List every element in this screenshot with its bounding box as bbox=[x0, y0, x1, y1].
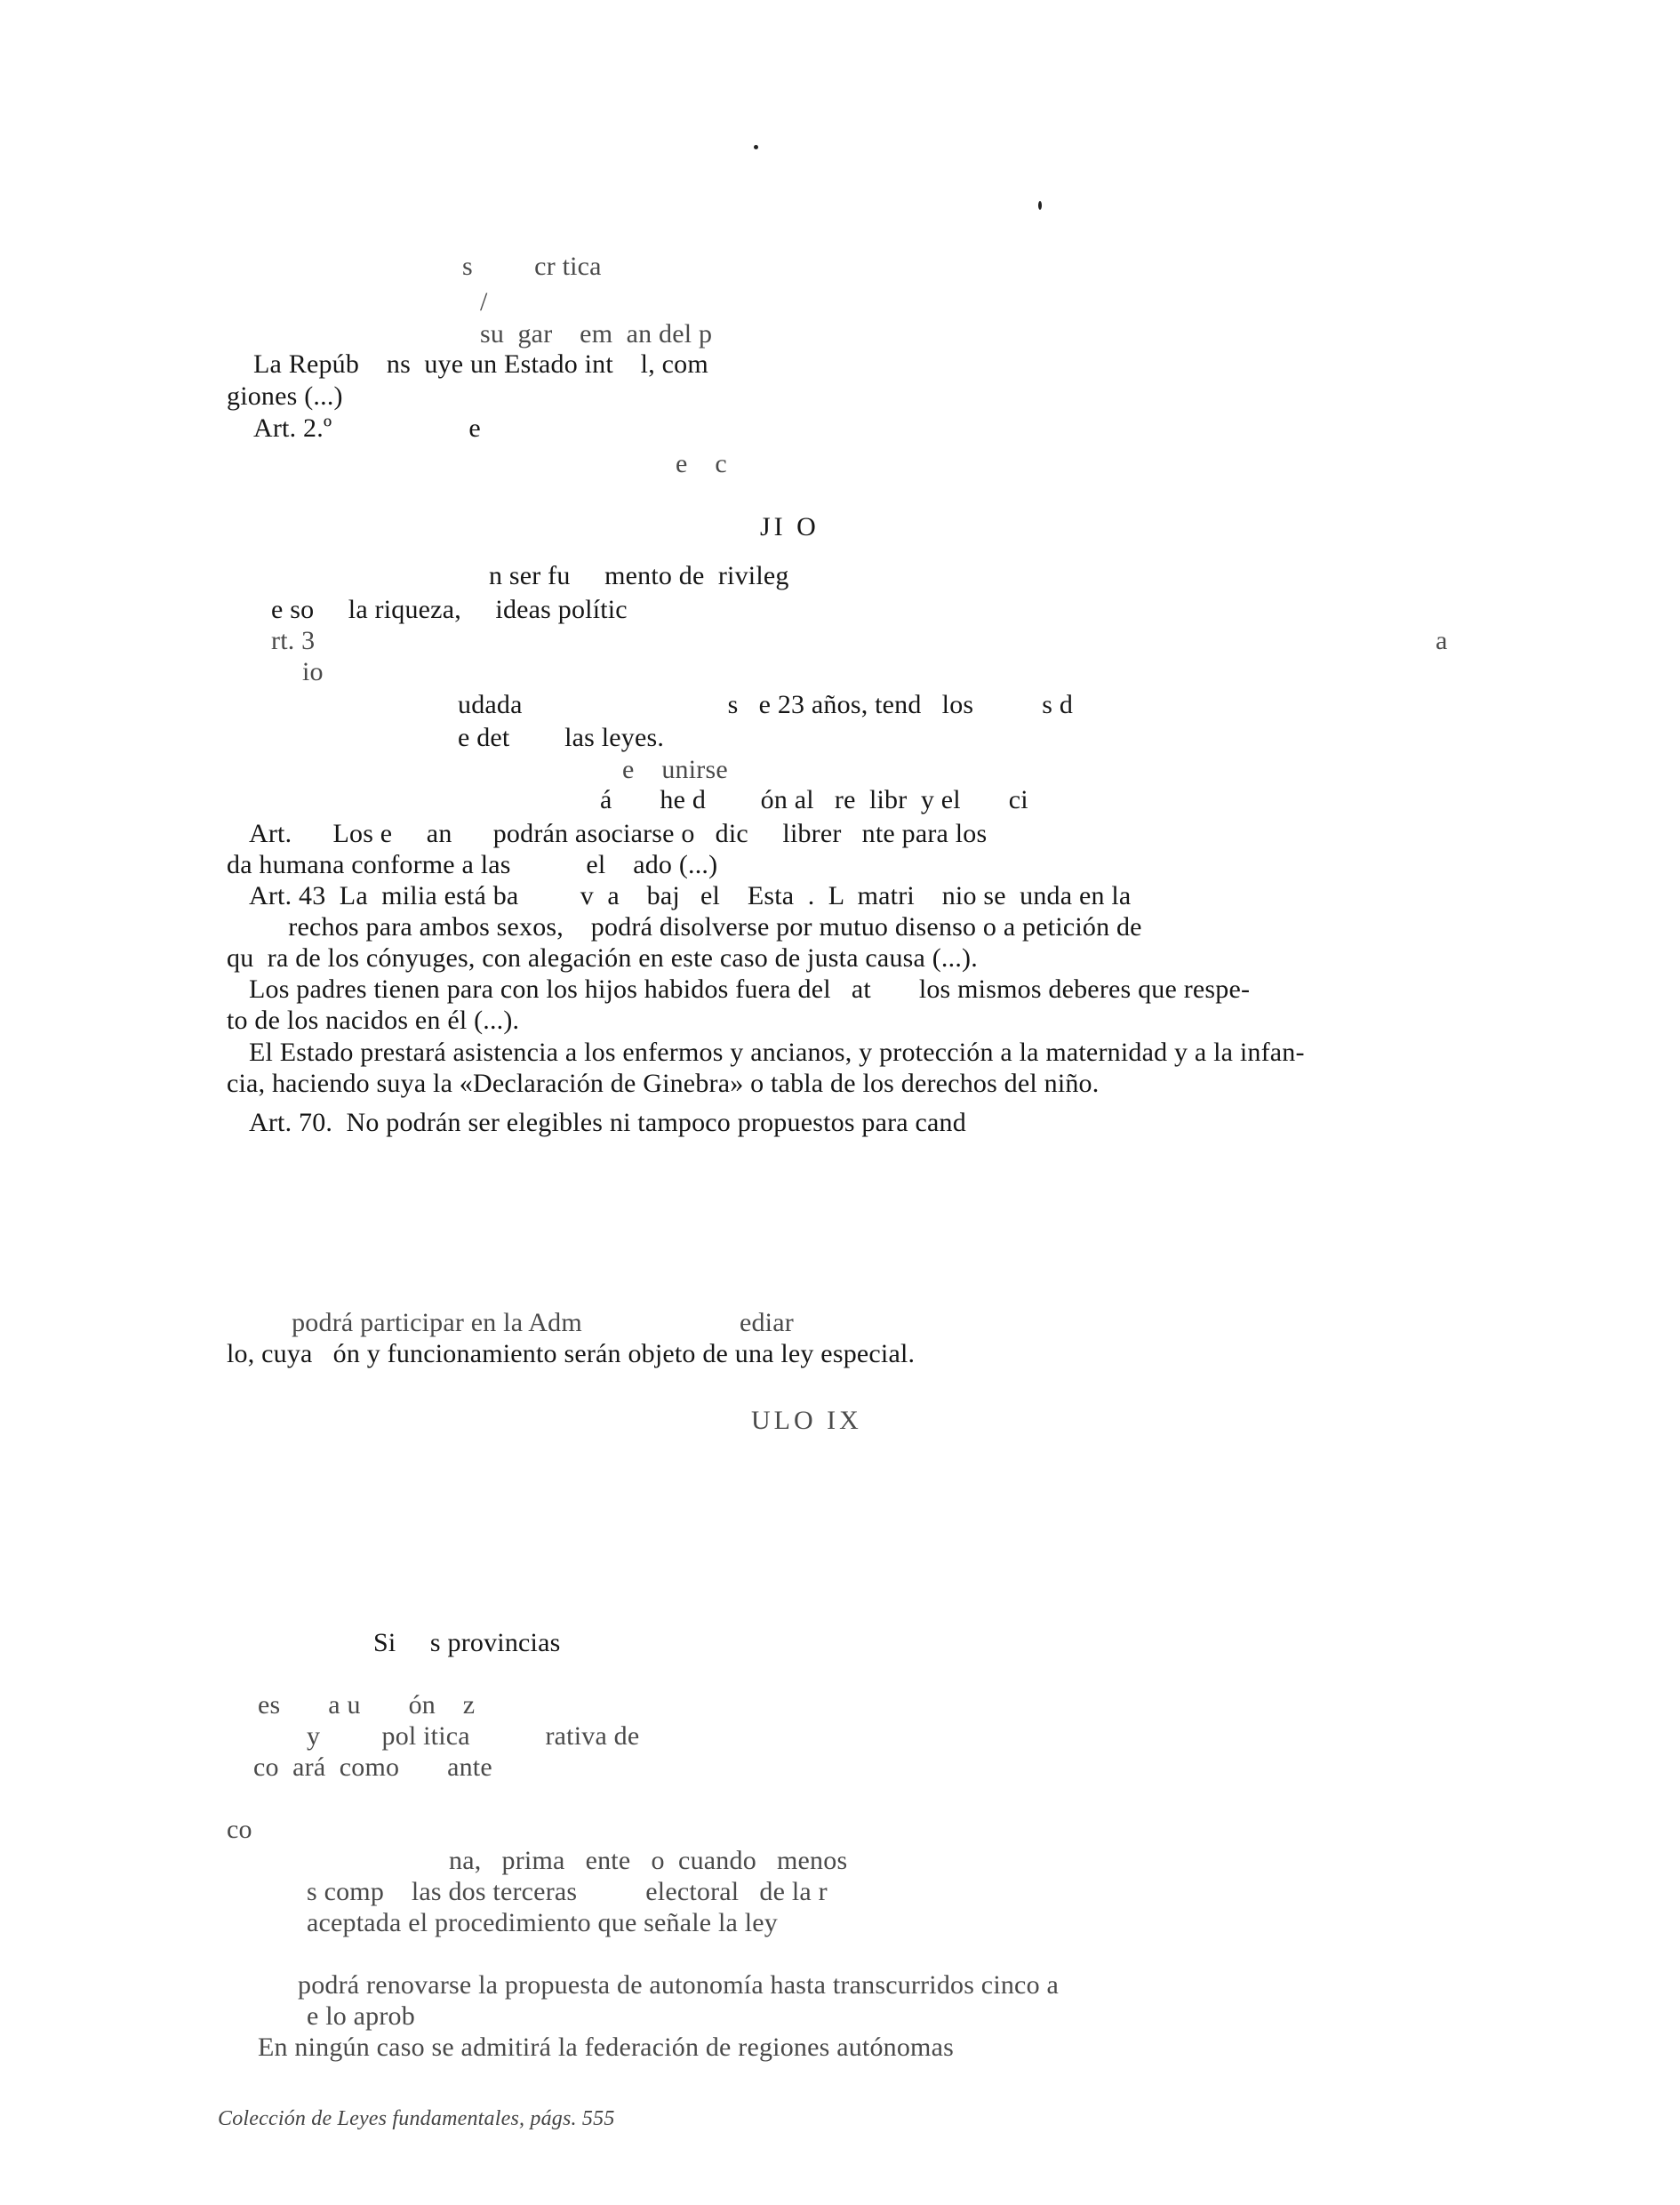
text-line-09: e so la riqueza, ideas polític bbox=[271, 595, 628, 624]
text-line-14: e unirse bbox=[622, 755, 728, 784]
text-line-21: Los padres tienen para con los hijos habidos fuera del at los mismos deberes que respe- bbox=[249, 974, 1251, 1004]
text-line-36: na, prima ente o cuando menos bbox=[449, 1846, 848, 1875]
text-line-02: / bbox=[480, 287, 488, 317]
text-line-41: e lo aprob bbox=[307, 2001, 415, 2031]
text-line-10b: a bbox=[1436, 626, 1448, 655]
section-heading-1: JI O bbox=[760, 512, 820, 541]
text-line-16: Art. Los e an podrán asociarse o dic librer nte para los bbox=[249, 819, 988, 848]
text-line-27: lo, cuya ón y funcionamiento serán objeto de una ley especial. bbox=[227, 1339, 916, 1368]
text-line-10: rt. 3 bbox=[271, 626, 316, 655]
scan-speck bbox=[754, 145, 758, 149]
text-line-40: podrá renovarse la propuesta de autonomía hasta transcurridos cinco a bbox=[298, 1970, 1059, 2000]
text-line-17: da humana conforme a las el ado (...) bbox=[227, 850, 718, 879]
text-line-01: s cr tica bbox=[462, 252, 602, 281]
text-line-13: e det las leyes. bbox=[458, 723, 665, 752]
text-line-11: io bbox=[302, 657, 324, 686]
text-line-22: to de los nacidos en él (...). bbox=[227, 1006, 520, 1035]
text-line-08: n ser fu mento de rivileg bbox=[489, 561, 789, 590]
text-line-15: á he d ón al re libr y el ci bbox=[600, 785, 1028, 814]
text-line-05: giones (...) bbox=[227, 381, 343, 411]
text-line-19: rechos para ambos sexos, podrá disolverse por mutuo disenso o a petición de bbox=[227, 912, 1142, 942]
text-line-42: En ningún caso se admitirá la federación de regiones autónomas bbox=[258, 2033, 954, 2062]
text-line-35: co bbox=[227, 1815, 252, 1844]
article-70-line: Art. 70. No podrán ser elegibles ni tampoco propuestos para cand bbox=[249, 1108, 966, 1137]
text-line-07: e c bbox=[676, 449, 727, 478]
text-line-26: podrá participar en la Adm ediar bbox=[271, 1308, 794, 1337]
text-line-24: cia, haciendo suya la «Declaración de Ginebra» o tabla de los derechos del niño. bbox=[227, 1069, 1100, 1098]
text-line-30 bbox=[489, 1658, 509, 1690]
text-line-12: udada s e 23 años, tend los s d bbox=[458, 690, 1074, 719]
article-2-line: Art. 2.º e bbox=[253, 413, 481, 443]
text-line-33: co ará como ante bbox=[253, 1752, 492, 1782]
section-heading-2: ULO IX bbox=[751, 1406, 862, 1435]
scan-speck bbox=[1038, 201, 1042, 210]
text-line-04: La Repúb ns uye un Estado int l, com bbox=[253, 349, 708, 379]
text-line-03: su gar em an del p bbox=[480, 319, 713, 349]
footnote: Colección de Leyes fundamentales, págs. 555 bbox=[218, 2107, 615, 2130]
text-line-29: Si s provincias bbox=[373, 1628, 561, 1657]
text-line-37: s comp las dos terceras electoral de la r bbox=[307, 1877, 828, 1906]
article-3x-line: Art. 43 La milia está ba v a baj el Esta . L matri nio se unda en la bbox=[249, 881, 1132, 910]
text-line-31: es a u ón z bbox=[258, 1690, 476, 1720]
text-line-20: qu ra de los cónyuges, con alegación en este caso de justa causa (...). bbox=[227, 943, 978, 973]
text-line-23: El Estado prestará asistencia a los enfermos y ancianos, y protección a la maternidad y a la infan- bbox=[249, 1038, 1305, 1067]
text-line-32: y pol itica rativa de bbox=[307, 1721, 640, 1751]
text-line-38: aceptada el procedimiento que señale la ley bbox=[307, 1908, 779, 1937]
